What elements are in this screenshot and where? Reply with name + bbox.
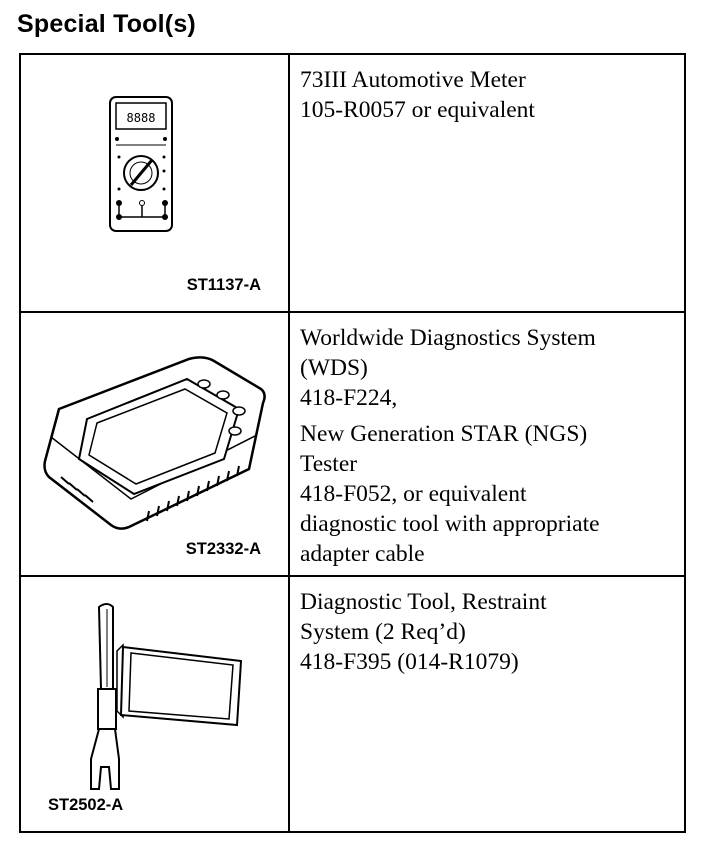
diagnostic-tablet-illustration bbox=[39, 349, 269, 534]
description-line: Tester bbox=[300, 451, 358, 477]
tool-description bbox=[300, 323, 684, 413]
description-line: 418-F224, bbox=[300, 385, 398, 411]
description-line: System (2 Req’d) bbox=[300, 619, 466, 645]
tool-description-cell bbox=[289, 54, 685, 312]
description-line: (WDS) bbox=[300, 355, 368, 381]
tool-description-cell bbox=[289, 312, 685, 576]
description-line: 105-R0057 or equivalent bbox=[300, 97, 535, 123]
restraint-diagnostic-tool-illustration bbox=[61, 599, 261, 799]
tool-row bbox=[20, 576, 685, 832]
tool-id: ST2502-A bbox=[48, 796, 124, 814]
tool-id: ST1137-A bbox=[186, 276, 261, 294]
tool-description bbox=[300, 587, 684, 677]
description-line: 73III Automotive Meter bbox=[300, 67, 526, 93]
tool-id: ST2332-A bbox=[185, 540, 261, 558]
description-line: Diagnostic Tool, Restraint bbox=[300, 589, 547, 615]
tool-image-cell bbox=[20, 576, 289, 832]
description-line: 418-F395 (014-R1079) bbox=[300, 649, 519, 675]
tool-description-cell bbox=[289, 576, 685, 832]
special-tools-table bbox=[19, 53, 686, 833]
multimeter-illustration bbox=[107, 95, 177, 235]
description-line: adapter cable bbox=[300, 541, 425, 567]
tool-description bbox=[300, 419, 684, 569]
description-line: New Generation STAR (NGS) bbox=[300, 421, 588, 447]
description-line: 418-F052, or equivalent bbox=[300, 481, 527, 507]
tool-row bbox=[20, 312, 685, 576]
tool-description bbox=[300, 65, 684, 125]
page-heading: Special Tool(s) bbox=[17, 10, 196, 38]
description-line: diagnostic tool with appropriate bbox=[300, 511, 600, 537]
tool-row bbox=[20, 54, 685, 312]
description-line: Worldwide Diagnostics System bbox=[300, 325, 596, 351]
svg-text:8888: 8888 bbox=[126, 111, 156, 125]
tool-image-cell bbox=[20, 54, 289, 312]
tool-image-cell bbox=[20, 312, 289, 576]
